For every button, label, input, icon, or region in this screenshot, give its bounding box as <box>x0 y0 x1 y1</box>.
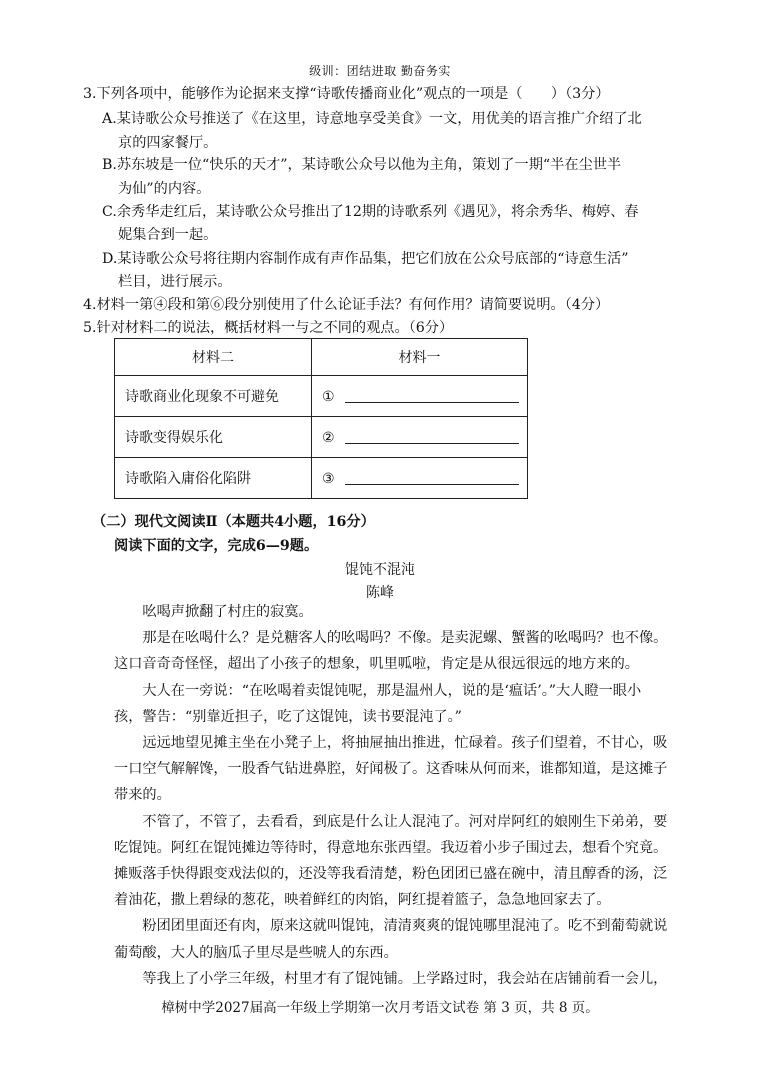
table-row <box>115 376 528 417</box>
answer-mark: ② <box>322 429 335 446</box>
article-line: 葡萄酸，大人的脑瓜子里尽是些唬人的东西。 <box>114 944 398 961</box>
answer-cell[interactable] <box>312 417 528 458</box>
option-a-line2: 京的四家餐厅。 <box>118 135 218 151</box>
option-c-line1: C.余秀华走红后，某诗歌公众号推出了12期的诗歌系列《遇见》，将余秀华、梅婷、春 <box>102 204 639 220</box>
article-line: 带来的。 <box>114 787 171 804</box>
article-line: 大人在一旁说：“在吆喝着卖馄饨呢，那是温州人，说的是‘瘟话’。”大人瞪一眼小 <box>114 682 642 699</box>
article-author: 陈峰 <box>366 585 394 601</box>
article-title: 馄饨不混沌 <box>345 562 415 578</box>
question-5-stem: 5.针对材料二的说法，概括材料一与之不同的观点。（6分） <box>83 320 454 336</box>
article-line: 着油花，撒上碧绿的葱花，映着鲜红的肉馅，阿红提着篮子，急急地回家去了。 <box>114 892 611 909</box>
table-header-cell: 材料一 <box>312 339 528 376</box>
option-a-line1: A.某诗歌公众号推送了《在这里，诗意地享受美食》一文，用优美的语言推广介绍了北 <box>102 111 642 127</box>
material-two-point: 诗歌变得娱乐化 <box>115 417 312 458</box>
article-line: 这口音奇奇怪怪，超出了小孩子的想象，叽里呱啦，肯定是从很远很远的地方来的。 <box>114 656 639 673</box>
material-two-point: 诗歌陷入庸俗化陷阱 <box>115 458 312 499</box>
option-c-line2: 妮集合到一起。 <box>118 227 218 243</box>
article-line: 一口空气解解馋，一股香气钻进鼻腔，好闻极了。这香味从何而来，谁都知道，是这摊子 <box>114 761 668 778</box>
article-line: 不管了，不管了，去看看，到底是什么让人混沌了。河对岸阿红的娘刚生下弟弟，要 <box>114 813 668 830</box>
article-line: 摊贩落手快得跟变戏法似的，还没等我看清楚，粉色团团已盛在碗中，清且醇香的汤，泛 <box>114 866 668 882</box>
answer-mark: ③ <box>322 470 335 487</box>
table-header-cell: 材料二 <box>115 339 312 376</box>
answer-cell[interactable] <box>312 458 528 499</box>
comparison-table <box>114 338 528 499</box>
class-motto: 级训：团结进取 勤奋务实 <box>309 64 451 78</box>
question-4-stem: 4.材料一第④段和第⑥段分别使用了什么论证手法？有何作用？请简要说明。（4分） <box>83 297 610 313</box>
table-row <box>115 417 528 458</box>
answer-blank[interactable] <box>345 388 519 403</box>
article-line: 远远地望见摊主坐在小凳子上，将抽屉抽出推进，忙碌着。孩子们望着，不甘心，吸 <box>114 735 668 751</box>
answer-cell[interactable] <box>312 376 528 417</box>
option-b-line2: 为仙”的内容。 <box>118 181 211 197</box>
article-line: 那是在吆喝什么？是兑糖客人的吆喝吗？不像。是卖泥螺、蟹酱的吆喝吗？也不像。 <box>114 630 668 647</box>
answer-blank[interactable] <box>345 429 519 444</box>
option-b-line1: B.苏东坡是一位“快乐的天才”，某诗歌公众号以他为主角，策划了一期“半在尘世半 <box>102 157 622 173</box>
table-header-row <box>115 339 528 376</box>
section-heading: （二）现代文阅读Ⅱ（本题共4小题，16分） <box>92 514 375 530</box>
page-footer: 樟树中学2027届高一年级上学期第一次月考语文试卷 第 3 页，共 8 页。 <box>161 1000 599 1016</box>
article-line: 等我上了小学三年级，村里才有了馄饨铺。上学路过时，我会站在店铺前看一会儿， <box>114 970 668 987</box>
option-d-line2: 栏目，进行展示。 <box>118 274 232 290</box>
article-line: 粉团团里面还有肉，原来这就叫馄饨，清清爽爽的馄饨哪里混沌了。吃不到葡萄就说 <box>114 918 668 935</box>
answer-mark: ① <box>322 388 335 405</box>
table-row <box>115 458 528 499</box>
answer-blank[interactable] <box>345 470 519 485</box>
reading-instruction: 阅读下面的文字，完成6—9题。 <box>114 538 319 554</box>
article-line: 吆喝声掀翻了村庄的寂寞。 <box>114 604 313 620</box>
question-3-stem: 3.下列各项中，能够作为论据来支撑“诗歌传播商业化”观点的一项是（ ）（3分） <box>83 86 610 102</box>
material-two-point: 诗歌商业化现象不可避免 <box>115 376 312 417</box>
article-line: 孩，警告：“别靠近担子，吃了这馄饨，读书要混沌了。” <box>114 708 462 725</box>
article-line: 吃馄饨。阿红在馄饨摊边等待时，得意地东张西望。我迈着小步子围过去，想看个究竟。 <box>114 839 668 856</box>
option-d-line1: D.某诗歌公众号将往期内容制作成有声作品集，把它们放在公众号底部的“诗意生活” <box>102 251 629 267</box>
